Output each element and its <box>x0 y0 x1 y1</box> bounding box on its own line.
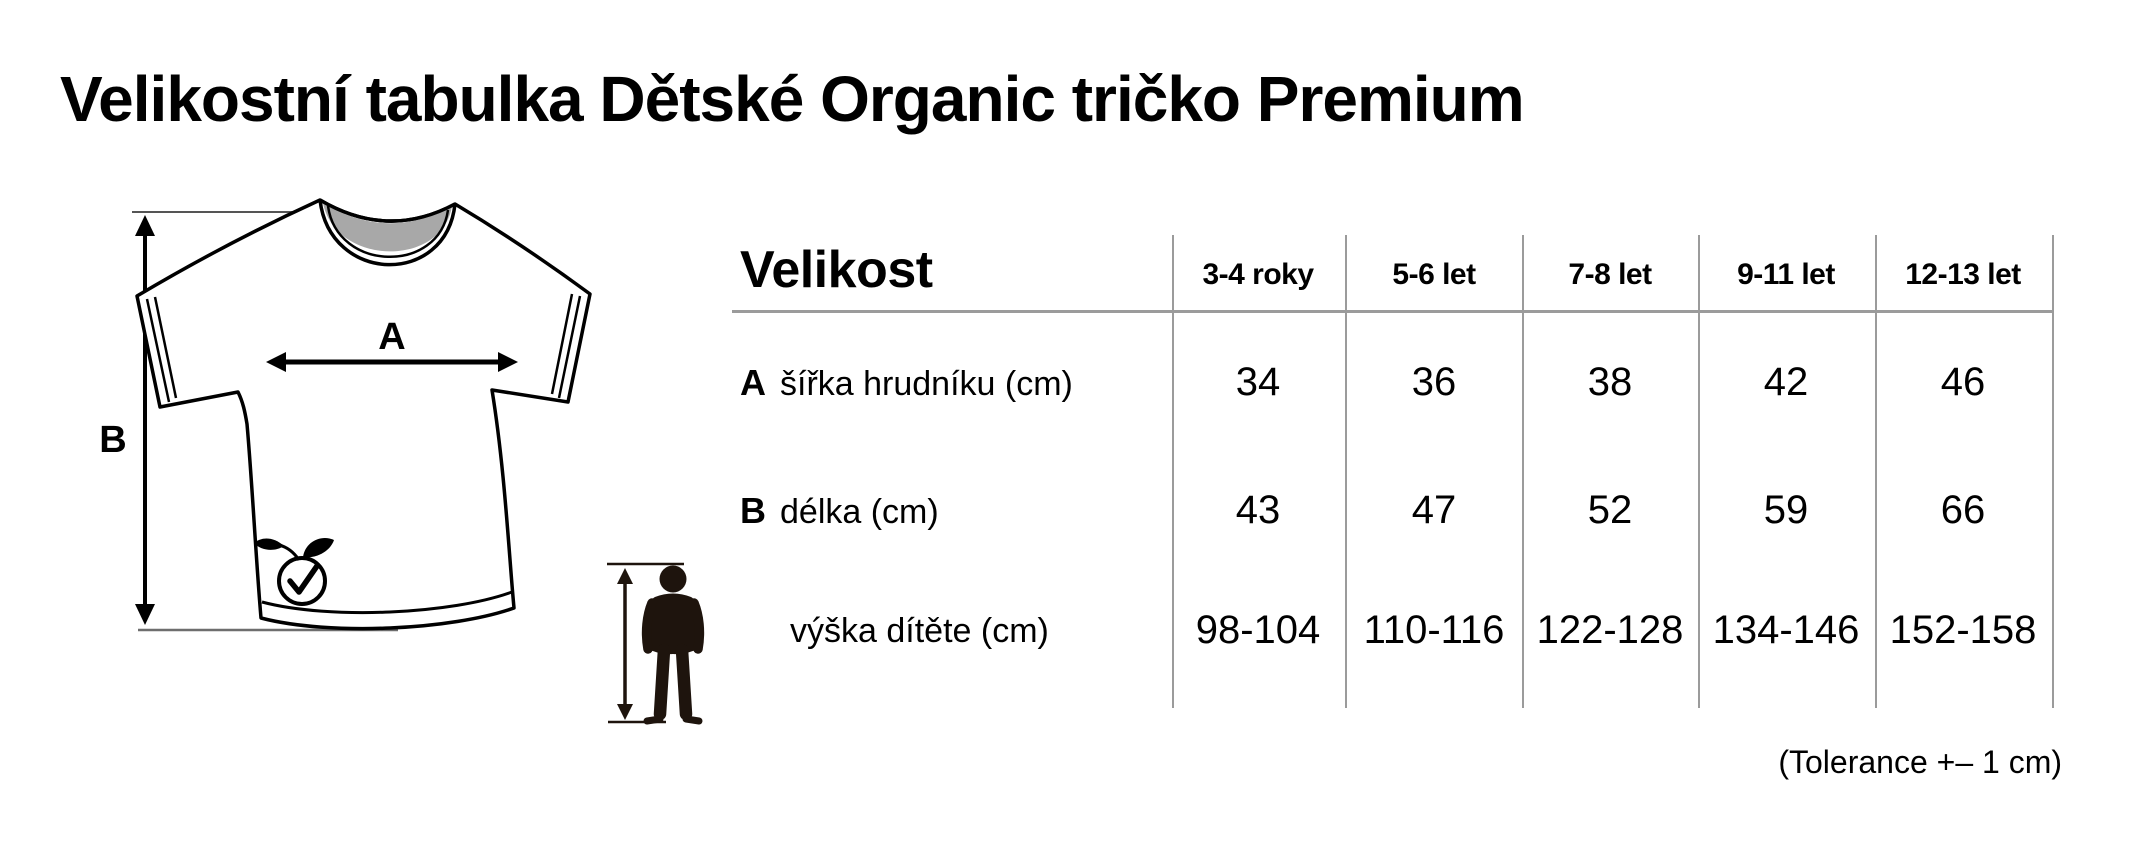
label-b: B <box>99 419 127 461</box>
table-cell: 46 <box>1940 360 1986 404</box>
column-header: 12-13 let <box>1905 258 2021 291</box>
table-cell: 34 <box>1235 360 1281 404</box>
row-label-chest-width <box>740 362 1073 404</box>
child-silhouette <box>646 566 700 722</box>
row-label-child-height <box>790 612 1049 651</box>
table-size-heading: Velikost <box>740 241 933 299</box>
table-cell: 52 <box>1587 488 1633 532</box>
table-cell: 38 <box>1587 360 1633 404</box>
column-divider <box>2052 235 2054 708</box>
table-cell: 122-128 <box>1536 608 1684 652</box>
table-cell: 152-158 <box>1889 608 2037 652</box>
length-arrow-b <box>135 215 155 625</box>
column-header: 9-11 let <box>1737 258 1835 291</box>
table-cell: 36 <box>1411 360 1457 404</box>
table-cell: 98-104 <box>1195 608 1321 652</box>
tshirt-measurement-diagram <box>90 140 615 660</box>
column-header: 3-4 roky <box>1202 258 1314 291</box>
label-a: A <box>378 316 406 358</box>
row-prefix: A <box>740 362 766 403</box>
row-label-text: šířka hrudníku (cm) <box>780 365 1073 403</box>
header-divider <box>732 310 2054 313</box>
tolerance-footnote: (Tolerance +– 1 cm) <box>1778 744 2062 780</box>
row-prefix: B <box>740 490 766 531</box>
row-label-text: délka (cm) <box>780 493 939 531</box>
column-header: 7-8 let <box>1568 258 1652 291</box>
table-cell: 47 <box>1411 488 1457 532</box>
child-height-figure <box>598 548 738 738</box>
table-cell: 43 <box>1235 488 1281 532</box>
table-cell: 42 <box>1763 360 1809 404</box>
child-height-arrow <box>617 568 633 720</box>
table-cell: 110-116 <box>1363 608 1505 652</box>
table-cell: 66 <box>1940 488 1986 532</box>
row-label-length <box>740 490 939 532</box>
column-header: 5-6 let <box>1392 258 1476 291</box>
table-cell: 134-146 <box>1712 608 1860 652</box>
page-title: Velikostní tabulka Dětské Organic tričko Premium <box>60 63 1524 135</box>
table-cell: 59 <box>1763 488 1809 532</box>
tshirt-outline <box>137 200 590 629</box>
row-label-text: výška dítěte (cm) <box>790 612 1049 650</box>
